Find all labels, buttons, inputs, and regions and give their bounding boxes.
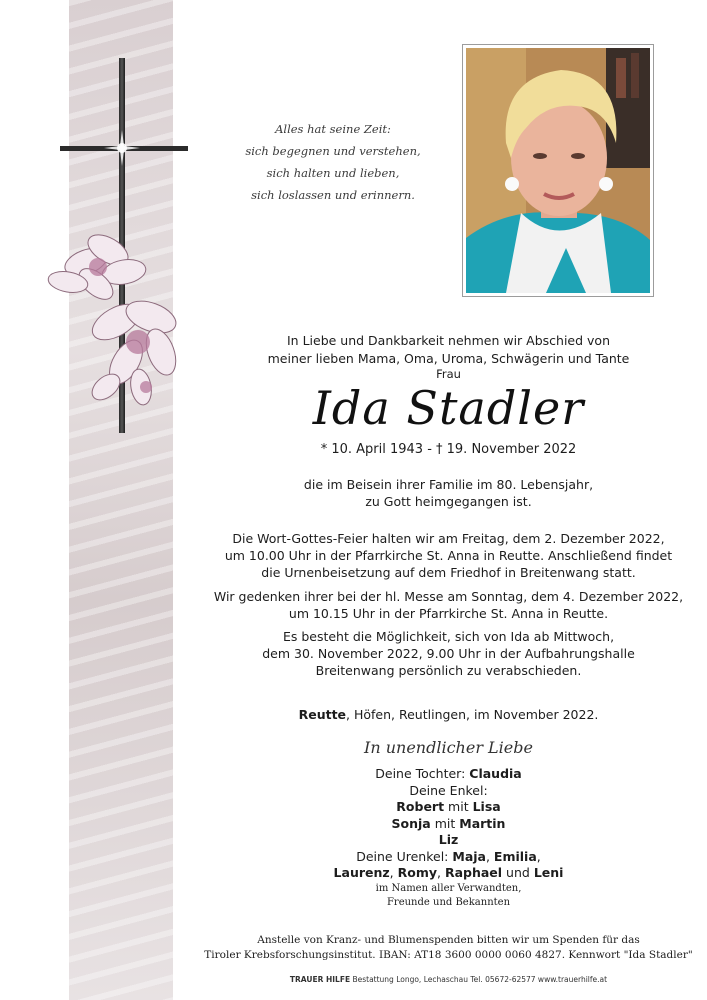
great-grandchild-name: Maja bbox=[452, 848, 486, 864]
passing-note bbox=[190, 476, 707, 510]
great-grandchild-name: Laurenz bbox=[333, 865, 390, 880]
passing-line: die im Beisein ihrer Familie im 80. Lebensjahr, bbox=[303, 477, 594, 492]
great-grandchildren-line bbox=[190, 865, 707, 882]
service-line: Es besteht die Möglichkeit, sich von Ida ab Mittwoch, bbox=[282, 629, 615, 644]
grandchildren-label: Deine Enkel: bbox=[409, 782, 488, 798]
great-label: Deine Urenkel: bbox=[356, 848, 453, 864]
viewing-text bbox=[190, 628, 707, 679]
footer bbox=[190, 975, 707, 984]
deceased-name: Ida Stadler bbox=[312, 381, 585, 435]
place-rest: , Höfen, Reutlingen, im November 2022. bbox=[346, 707, 599, 722]
grandchild-name: Robert bbox=[396, 799, 445, 814]
connector: und bbox=[502, 865, 534, 880]
footer-text: Bestattung Longo, Lechaschau Tel. 05672-62577 www.trauerhilfe.at bbox=[350, 975, 608, 984]
friends-line: Freunde und Bekannten bbox=[386, 896, 511, 908]
grandchild-line bbox=[190, 832, 707, 849]
great-grandchildren-line: Deine Urenkel: Maja, Emilia, bbox=[356, 848, 541, 864]
family-list bbox=[190, 766, 707, 910]
title-frau: Frau bbox=[436, 367, 461, 381]
partner-name: Lisa bbox=[472, 799, 501, 814]
portrait-image bbox=[466, 48, 650, 293]
poem-line: sich loslassen und erinnern. bbox=[251, 188, 415, 202]
place-town: Reutte bbox=[298, 707, 347, 722]
great-grandchild-name: Emilia bbox=[493, 848, 537, 864]
grandchild-line bbox=[190, 816, 707, 833]
service-line: Wir gedenken ihrer bei der hl. Messe am Sonntag, dem 4. Dezember 2022, bbox=[213, 589, 684, 604]
service-line: Die Wort-Gottes-Feier halten wir am Freitag, dem 2. Dezember 2022, bbox=[232, 531, 665, 546]
relatives-line: im Namen aller Verwandten, bbox=[375, 882, 522, 894]
connector: , bbox=[485, 848, 494, 864]
donation-line: Anstelle von Kranz- und Blumenspenden bitten wir um Spenden für das bbox=[257, 934, 640, 946]
service-line: um 10.00 Uhr in der Pfarrkirche St. Anna in Reutte. Anschließend findet bbox=[224, 548, 673, 563]
connector: mit bbox=[430, 815, 460, 831]
service-line: um 10.15 Uhr in der Pfarrkirche St. Anna in Reutte. bbox=[288, 606, 609, 621]
great-grandchild-name: Raphael bbox=[444, 865, 503, 880]
daughter-line bbox=[190, 766, 707, 783]
intro-text bbox=[190, 332, 707, 368]
connector: , bbox=[437, 865, 445, 880]
donation-line: Tiroler Krebsforschungsinstitut. IBAN: AT18 3600 0000 0060 4827. Kennwort "Ida Stadler" bbox=[204, 949, 693, 961]
connector: , bbox=[389, 865, 398, 880]
portrait-photo bbox=[462, 44, 654, 297]
intro-line: meiner lieben Mama, Oma, Uroma, Schwägerin und Tante bbox=[267, 351, 630, 366]
daughter-label: Deine Tochter: bbox=[375, 766, 470, 781]
poem-line: sich halten und lieben, bbox=[266, 166, 400, 180]
daughter-name: Claudia bbox=[469, 766, 522, 781]
grandchild-name: Sonja bbox=[391, 815, 431, 831]
great-grandchild-name: Romy bbox=[397, 865, 438, 880]
closing-phrase: In unendlicher Liebe bbox=[364, 738, 533, 757]
poem-line: sich begegnen und verstehen, bbox=[245, 144, 421, 158]
service-line: dem 30. November 2022, 9.00 Uhr in der Aufbahrungshalle bbox=[262, 646, 635, 661]
footer-brand: TRAUER HILFE bbox=[289, 975, 351, 984]
passing-line: zu Gott heimgegangen ist. bbox=[365, 494, 532, 509]
place-date bbox=[190, 707, 707, 722]
partner-name: Martin bbox=[459, 815, 506, 831]
poem bbox=[228, 118, 438, 206]
service-line: die Urnenbeisetzung auf dem Friedhof in Breitenwang statt. bbox=[261, 565, 636, 580]
grandchild-name: Liz bbox=[438, 832, 459, 847]
intro-line: In Liebe und Dankbarkeit nehmen wir Abschied von bbox=[286, 333, 610, 348]
poem-line: Alles hat seine Zeit: bbox=[275, 122, 391, 136]
funeral-service-text bbox=[190, 530, 707, 581]
great-grandchild-name: Leni bbox=[533, 865, 564, 880]
connector: mit bbox=[444, 799, 473, 814]
flowers-icon bbox=[46, 222, 191, 422]
service-line: Breitenwang persönlich zu verabschieden. bbox=[315, 663, 582, 678]
grandchild-line bbox=[190, 799, 707, 816]
memorial-mass-text bbox=[190, 588, 707, 622]
life-dates: * 10. April 1943 - † 19. November 2022 bbox=[320, 442, 577, 457]
donation-request bbox=[190, 933, 707, 963]
